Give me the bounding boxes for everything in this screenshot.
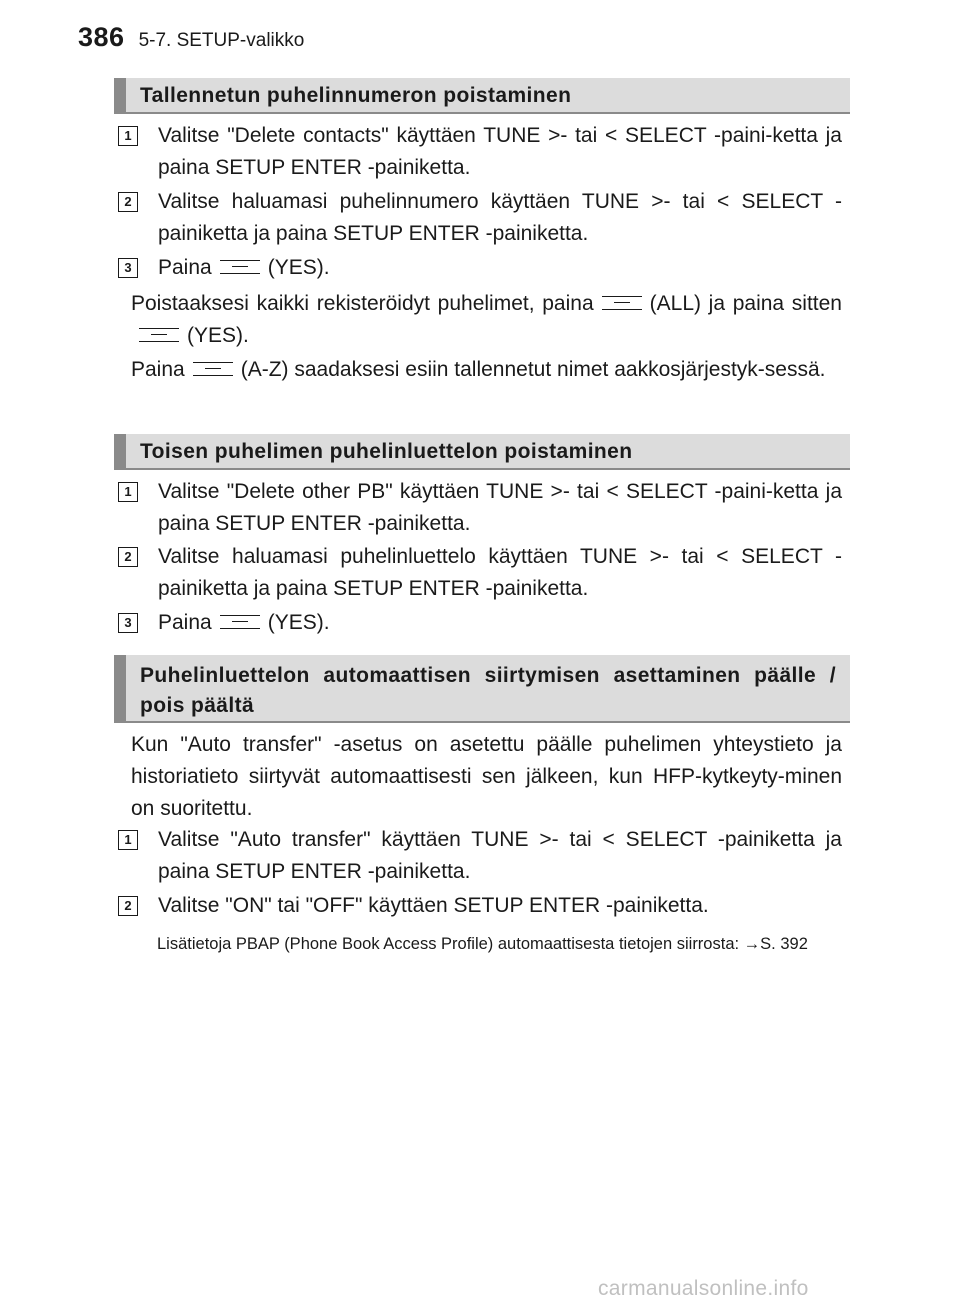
- paragraph-delete-all: [131, 288, 842, 352]
- step-text: Valitse haluamasi puhelinluettelo käyttäen TUNE >- tai < SELECT -painiketta ja paina SETUP ENTER -painiketta.: [158, 545, 842, 600]
- screen-button-icon: [602, 294, 642, 312]
- para-text-post: (A-Z) saadaksesi esiin tallennetut nimet aakkosjärjestyk-sessä.: [240, 358, 826, 381]
- step-number-badge: 3: [118, 613, 138, 633]
- step-item: [118, 607, 842, 639]
- step-number-badge: 1: [118, 126, 138, 146]
- reference-note: [157, 933, 842, 955]
- paragraph-sort-az: [131, 354, 842, 386]
- step-item: [118, 252, 842, 284]
- step-text: [158, 607, 842, 639]
- screen-button-icon: [220, 613, 260, 631]
- page-reference-link[interactable]: S. 392: [760, 935, 808, 953]
- screen-button-icon: [193, 360, 233, 378]
- step-text: Valitse haluamasi puhelinnumero käyttäen TUNE >- tai < SELECT -painiketta ja paina SETUP ENTER -painiketta.: [158, 190, 842, 245]
- step-item: [118, 186, 842, 250]
- step-number-badge: 2: [118, 547, 138, 567]
- step-text: Valitse "ON" tai "OFF" käyttäen SETUP ENTER -painiketta.: [158, 894, 709, 917]
- step-text-pre: Paina: [158, 611, 212, 634]
- para-text-pre: Paina: [131, 358, 185, 381]
- step-item: [118, 541, 842, 605]
- step-text: Valitse "Delete other PB" käyttäen TUNE >- tai < SELECT -paini-ketta ja paina SETUP ENTER -painiketta.: [158, 480, 842, 535]
- step-item: [118, 824, 842, 888]
- section-heading-delete-number: Tallennetun puhelinnumeron poistaminen: [114, 78, 850, 114]
- step-number-badge: 2: [118, 896, 138, 916]
- section-heading-delete-other-phonebook: Toisen puhelimen puhelinluettelon poistaminen: [114, 434, 850, 470]
- screen-button-icon: [220, 258, 260, 276]
- page-number: 386: [78, 22, 125, 52]
- step-text: [158, 252, 842, 284]
- arrow-right-icon: →: [743, 935, 761, 953]
- step-number-badge: 1: [118, 482, 138, 502]
- step-number-badge: 3: [118, 258, 138, 278]
- page-header: [78, 22, 304, 53]
- step-item: [118, 476, 842, 540]
- section-heading-auto-transfer: Puhelinluettelon automaattisen siirtymisen asettaminen päälle / pois päältä: [114, 655, 850, 723]
- step-item: [118, 890, 842, 922]
- step-number-badge: 2: [118, 192, 138, 212]
- para-text-post: (YES).: [187, 324, 249, 347]
- step-text: Valitse "Delete contacts" käyttäen TUNE >- tai < SELECT -paini-ketta ja paina SETUP ENTER -painiketta.: [158, 124, 842, 179]
- step-item: [118, 120, 842, 184]
- paragraph-auto-transfer-intro: Kun "Auto transfer" -asetus on asetettu päälle puhelimen yhteystieto ja historiatieto siirtyvät automaattisesti sen jälkeen, kun HFP-kytkeyty-minen on suoritettu.: [131, 733, 842, 820]
- step-text-post: (YES).: [267, 256, 330, 279]
- step-text-post: (YES).: [267, 611, 330, 634]
- chapter-title: 5-7. SETUP-valikko: [138, 30, 305, 51]
- step-text: Valitse "Auto transfer" käyttäen TUNE >- tai < SELECT -painiketta ja paina SETUP ENTER -painiketta.: [158, 828, 842, 883]
- note-text: Lisätietoja PBAP (Phone Book Access Profile) automaattisesta tietojen siirrosta:: [157, 935, 740, 953]
- screen-button-icon: [139, 326, 179, 344]
- step-text-pre: Paina: [158, 256, 212, 279]
- watermark: carmanualsonline.info: [598, 1277, 809, 1300]
- step-number-badge: 1: [118, 830, 138, 850]
- para-text-mid: (ALL) ja paina sitten: [649, 292, 842, 315]
- para-text-pre: Poistaaksesi kaikki rekisteröidyt puhelimet, paina: [131, 292, 594, 315]
